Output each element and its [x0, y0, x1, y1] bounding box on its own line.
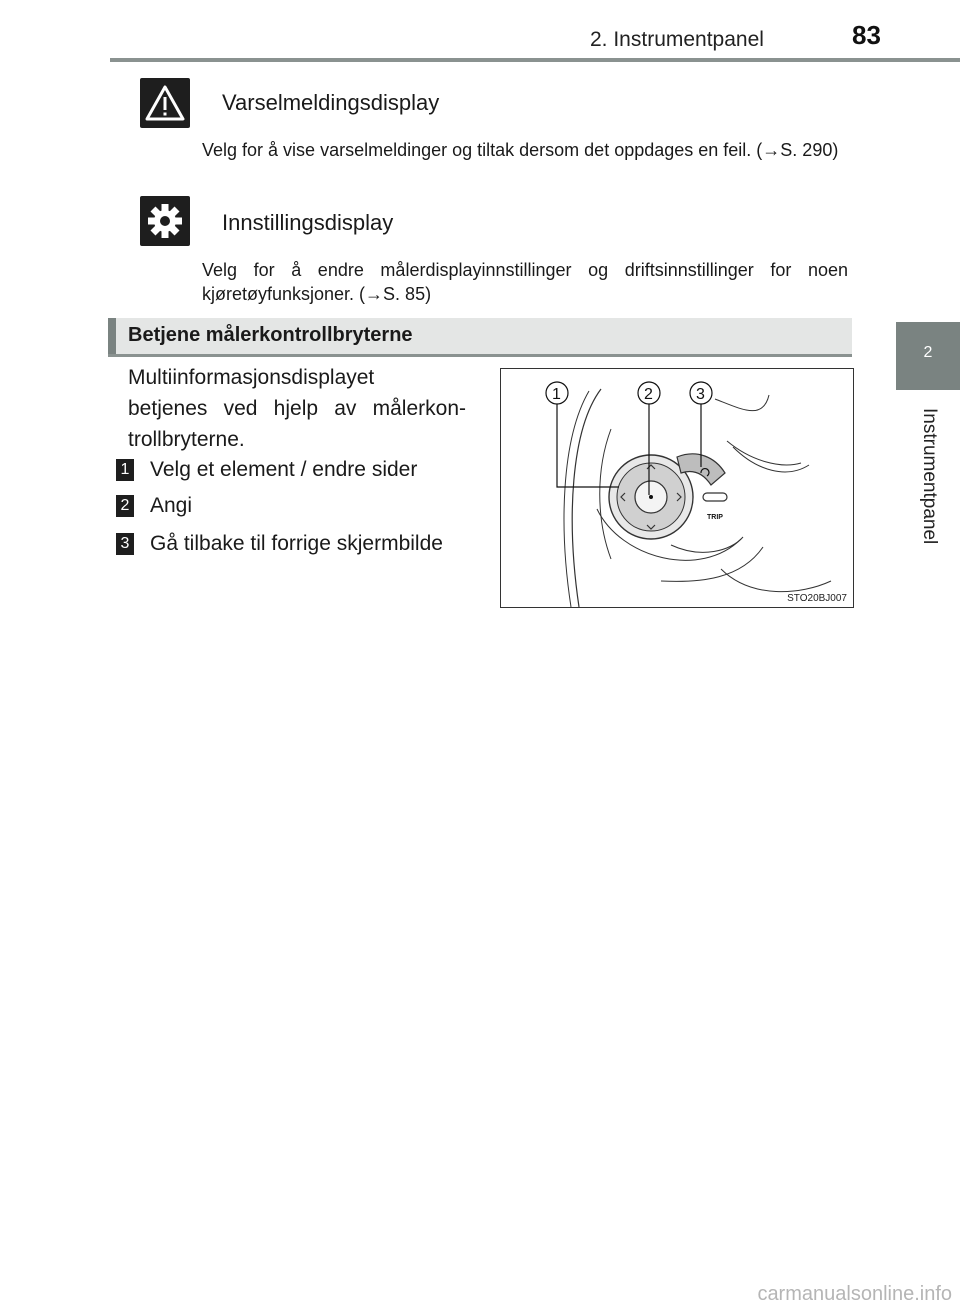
- watermark: carmanualsonline.info: [757, 1283, 952, 1305]
- step-3-number: 3: [116, 533, 134, 555]
- callout-2: 2: [644, 386, 653, 403]
- section-heading-accent: [108, 318, 116, 354]
- figure-code: STO20BJ007: [787, 593, 847, 604]
- gear-icon: [140, 196, 190, 246]
- section-heading: Betjene målerkontrollbryterne: [128, 324, 413, 346]
- step-2-text: Angi: [150, 494, 193, 517]
- step-2-number: 2: [116, 495, 134, 517]
- intro-line-1: Multiinformasjonsdisplayet: [128, 366, 375, 389]
- step-1-number: 1: [116, 459, 134, 481]
- chapter-tab: [896, 322, 960, 390]
- switch-illustration: [500, 368, 854, 608]
- switch-illustration-svg: [501, 369, 853, 607]
- section-heading-bar: [108, 318, 852, 357]
- intro-line-2: betjenes ved hjelp av målerkon-: [128, 397, 466, 420]
- chapter-tab-number: 2: [923, 344, 933, 361]
- trip-label: TRIP: [707, 514, 723, 521]
- intro-paragraph: [128, 362, 466, 455]
- step-1: [116, 458, 417, 482]
- step-1-text: Velg et element / endre sider: [150, 458, 418, 481]
- intro-line-3: trollbryterne.: [128, 428, 245, 451]
- chapter-tab-label: Instrumentpanel: [919, 408, 940, 545]
- item-desc-warning: Velg for å vise varselmeldinger og tiltak dersom det oppdages en feil. (→S. 290): [202, 140, 839, 160]
- step-3-text: Gå tilbake til forrige skjermbilde: [150, 532, 443, 555]
- header-rule: [110, 58, 960, 62]
- page-number: 83: [852, 20, 881, 50]
- item-desc-settings: Velg for å endre målerdisplayinnstillinger og driftsinnstillinger for noen kjøretøyfunksjoner. (→S. 85): [202, 260, 848, 304]
- running-header-section: 2. Instrumentpanel: [590, 28, 764, 51]
- step-3: [116, 532, 443, 556]
- warning-triangle-icon: [140, 78, 190, 128]
- item-title-settings: Innstillingsdisplay: [222, 210, 394, 235]
- item-title-warning: Varselmeldingsdisplay: [222, 90, 440, 115]
- callout-1: 1: [552, 386, 561, 403]
- callout-3: 3: [696, 386, 705, 403]
- step-2: [116, 494, 192, 518]
